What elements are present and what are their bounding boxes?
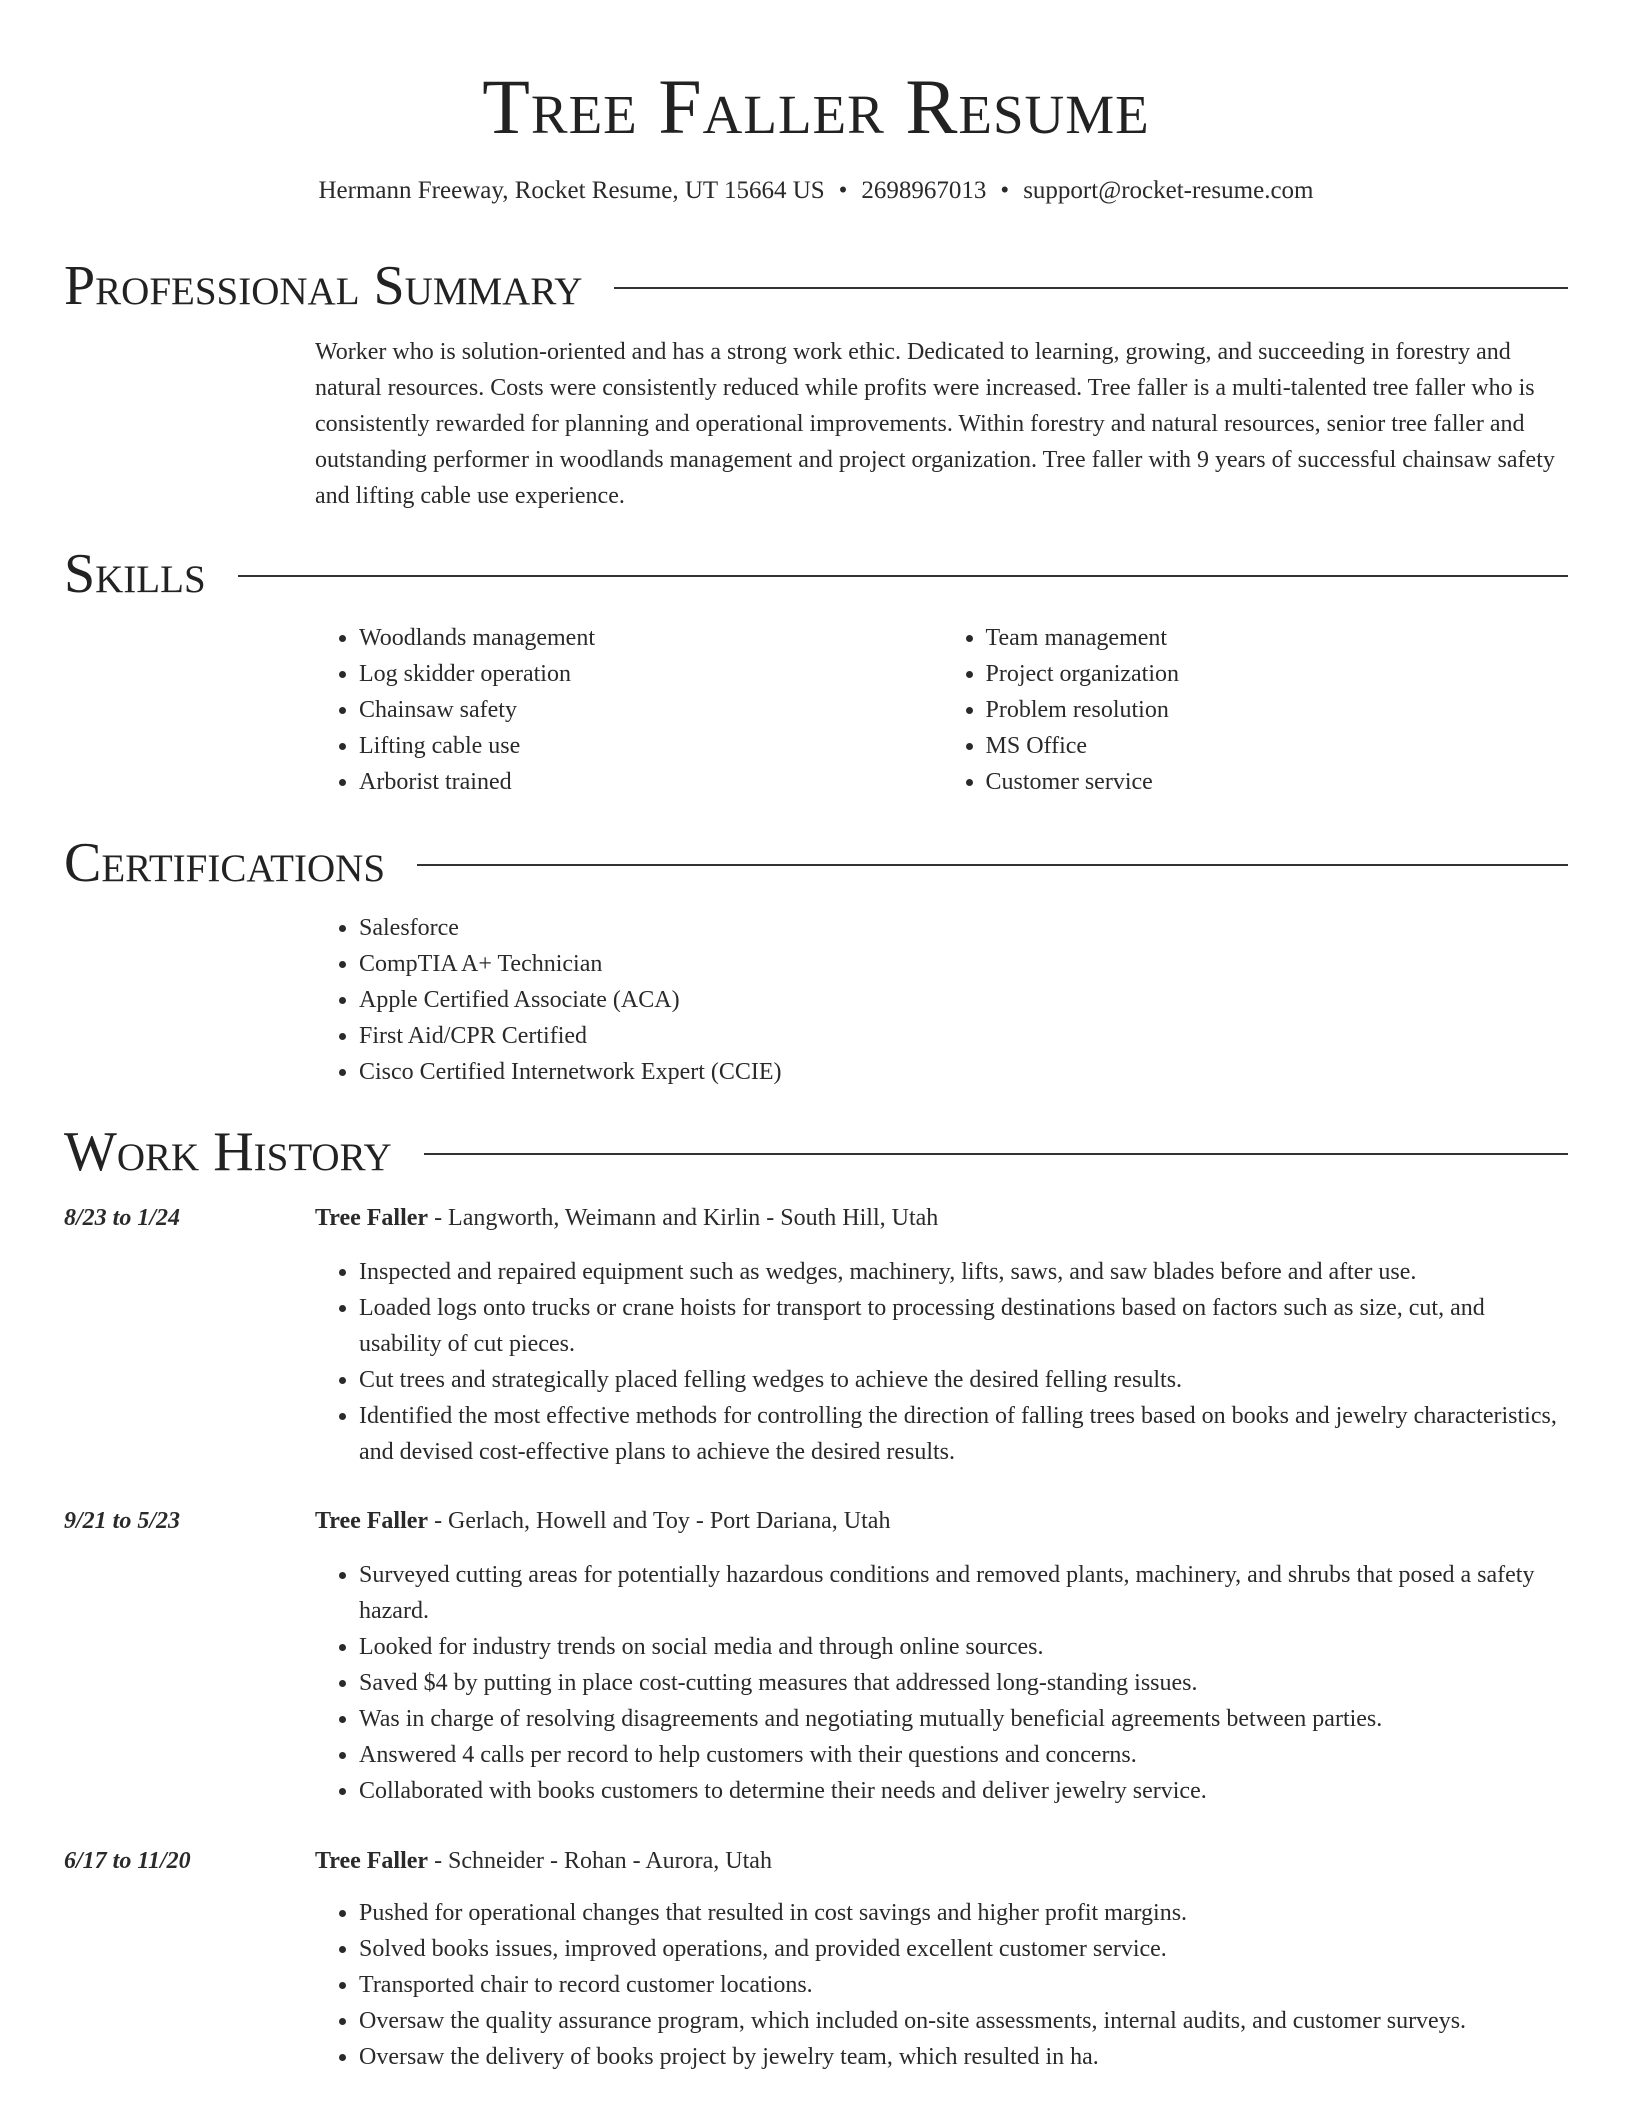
job-bullet: • Cut trees and strategically placed felling wedges to achieve the desired felling results. <box>359 1362 1568 1398</box>
job-employer: - Gerlach, Howell and Toy - Port Dariana, Utah <box>428 1508 891 1534</box>
skills-section-header <box>64 542 1568 606</box>
certifications-heading: Certifications <box>64 832 386 894</box>
skills-list-right <box>942 620 1569 800</box>
job-bullet: • Loaded logs onto trucks or crane hoists for transport to processing destinations based on factors such as size, cut, and usability of cut pieces. <box>359 1290 1568 1362</box>
skill-item: • Chainsaw safety <box>359 692 942 728</box>
summary-section-header <box>64 254 1568 318</box>
job-heading <box>315 1200 938 1236</box>
skill-item: • MS Office <box>986 728 1569 764</box>
job-employer: - Langworth, Weimann and Kirlin - South Hill, Utah <box>428 1205 939 1231</box>
job-bullet: • Pushed for operational changes that resulted in cost savings and higher profit margins. <box>359 1895 1568 1931</box>
job-bullet: • Answered 4 calls per record to help customers with their questions and concerns. <box>359 1737 1568 1773</box>
skill-item: • Problem resolution <box>986 692 1569 728</box>
job-heading <box>315 1503 890 1539</box>
skill-item: • Project organization <box>986 656 1569 692</box>
job-bullet: • Collaborated with books customers to determine their needs and deliver jewelry service. <box>359 1773 1568 1809</box>
job-dates: 6/17 to 11/20 <box>64 1848 191 1874</box>
job-details <box>315 1557 1568 1809</box>
job-bullets <box>315 1254 1568 1470</box>
contact-address: Hermann Freeway, Rocket Resume, UT 15664 US <box>318 177 825 204</box>
job-bullet: • Solved books issues, improved operations, and provided excellent customer service. <box>359 1931 1568 1967</box>
skill-item: • Log skidder operation <box>359 656 942 692</box>
skills-heading: Skills <box>64 543 206 605</box>
certifications-body <box>315 910 1568 1090</box>
resume-title: Tree Faller Resume <box>482 63 1150 150</box>
contact-line <box>64 174 1568 208</box>
job-bullet: • Identified the most effective methods for controlling the direction of falling trees based on books and jewelry characteristics, and devised cost-effective plans to achieve the desired results. <box>359 1398 1568 1470</box>
job-dates: 9/21 to 5/23 <box>64 1508 181 1534</box>
certification-item: • Cisco Certified Internetwork Expert (CCIE) <box>359 1054 1568 1090</box>
job-heading <box>315 1843 772 1879</box>
contact-phone: 2698967013 <box>861 177 987 204</box>
certification-item: • First Aid/CPR Certified <box>359 1018 1568 1054</box>
skill-item: • Arborist trained <box>359 764 942 800</box>
certifications-list <box>315 910 1568 1090</box>
contact-separator: • <box>1000 177 1010 204</box>
job-bullet: • Oversaw the quality assurance program, which included on-site assessments, internal audits, and customer surveys. <box>359 2003 1568 2039</box>
job-bullet: • Looked for industry trends on social media and through online sources. <box>359 1629 1568 1665</box>
job-details <box>315 1254 1568 1470</box>
skills-grid <box>315 620 1568 800</box>
section-divider <box>424 1153 1568 1155</box>
skills-body <box>315 620 1568 800</box>
job-dates: 8/23 to 1/24 <box>64 1205 181 1231</box>
job-bullet: • Inspected and repaired equipment such as wedges, machinery, lifts, saws, and saw blades before and after use. <box>359 1254 1568 1290</box>
job-details <box>315 1895 1568 2075</box>
job-bullet: • Saved $4 by putting in place cost-cutting measures that addressed long-standing issues. <box>359 1665 1568 1701</box>
summary-body <box>315 334 1568 514</box>
summary-heading: Professional Summary <box>64 255 583 317</box>
skill-item: • Lifting cable use <box>359 728 942 764</box>
work-section-header <box>64 1120 1568 1184</box>
summary-text: Worker who is solution-oriented and has a strong work ethic. Dedicated to learning, growing, and succeeding in forestry and natural resources. Costs were consistently reduced while profits were increased. Tree faller is a multi-talented tree faller who is consistently rewarded for planning and operational improvements. Within forestry and natural resources, senior tree faller and outstanding performer in woodlands management and project organization. Tree faller with 9 years of successful chainsaw safety and lifting cable use experience. <box>315 339 1555 509</box>
skill-item: • Woodlands management <box>359 620 942 656</box>
job-bullets <box>315 1895 1568 2075</box>
job-employer: - Schneider - Rohan - Aurora, Utah <box>428 1848 772 1874</box>
section-divider <box>614 287 1568 289</box>
skills-list-left <box>315 620 942 800</box>
job-bullet: • Oversaw the delivery of books project by jewelry team, which resulted in ha. <box>359 2039 1568 2075</box>
job-bullet: • Surveyed cutting areas for potentially hazardous conditions and removed plants, machinery, and shrubs that posed a safety hazard. <box>359 1557 1568 1629</box>
job-bullets <box>315 1557 1568 1809</box>
job-role: Tree Faller <box>315 1508 429 1534</box>
certification-item: • Apple Certified Associate (ACA) <box>359 982 1568 1018</box>
certifications-section-header <box>64 831 1568 895</box>
job-role: Tree Faller <box>315 1848 429 1874</box>
certification-item: • CompTIA A+ Technician <box>359 946 1568 982</box>
skill-item: • Customer service <box>986 764 1569 800</box>
job-bullet: • Was in charge of resolving disagreements and negotiating mutually beneficial agreements between parties. <box>359 1701 1568 1737</box>
certification-item: • Salesforce <box>359 910 1568 946</box>
section-divider <box>238 575 1568 577</box>
job-role: Tree Faller <box>315 1205 429 1231</box>
section-divider <box>417 864 1568 866</box>
job-bullet: • Transported chair to record customer locations. <box>359 1967 1568 2003</box>
contact-email: support@rocket-resume.com <box>1023 177 1314 204</box>
contact-separator: • <box>838 177 848 204</box>
skill-item: • Team management <box>986 620 1569 656</box>
work-heading: Work History <box>64 1121 392 1183</box>
